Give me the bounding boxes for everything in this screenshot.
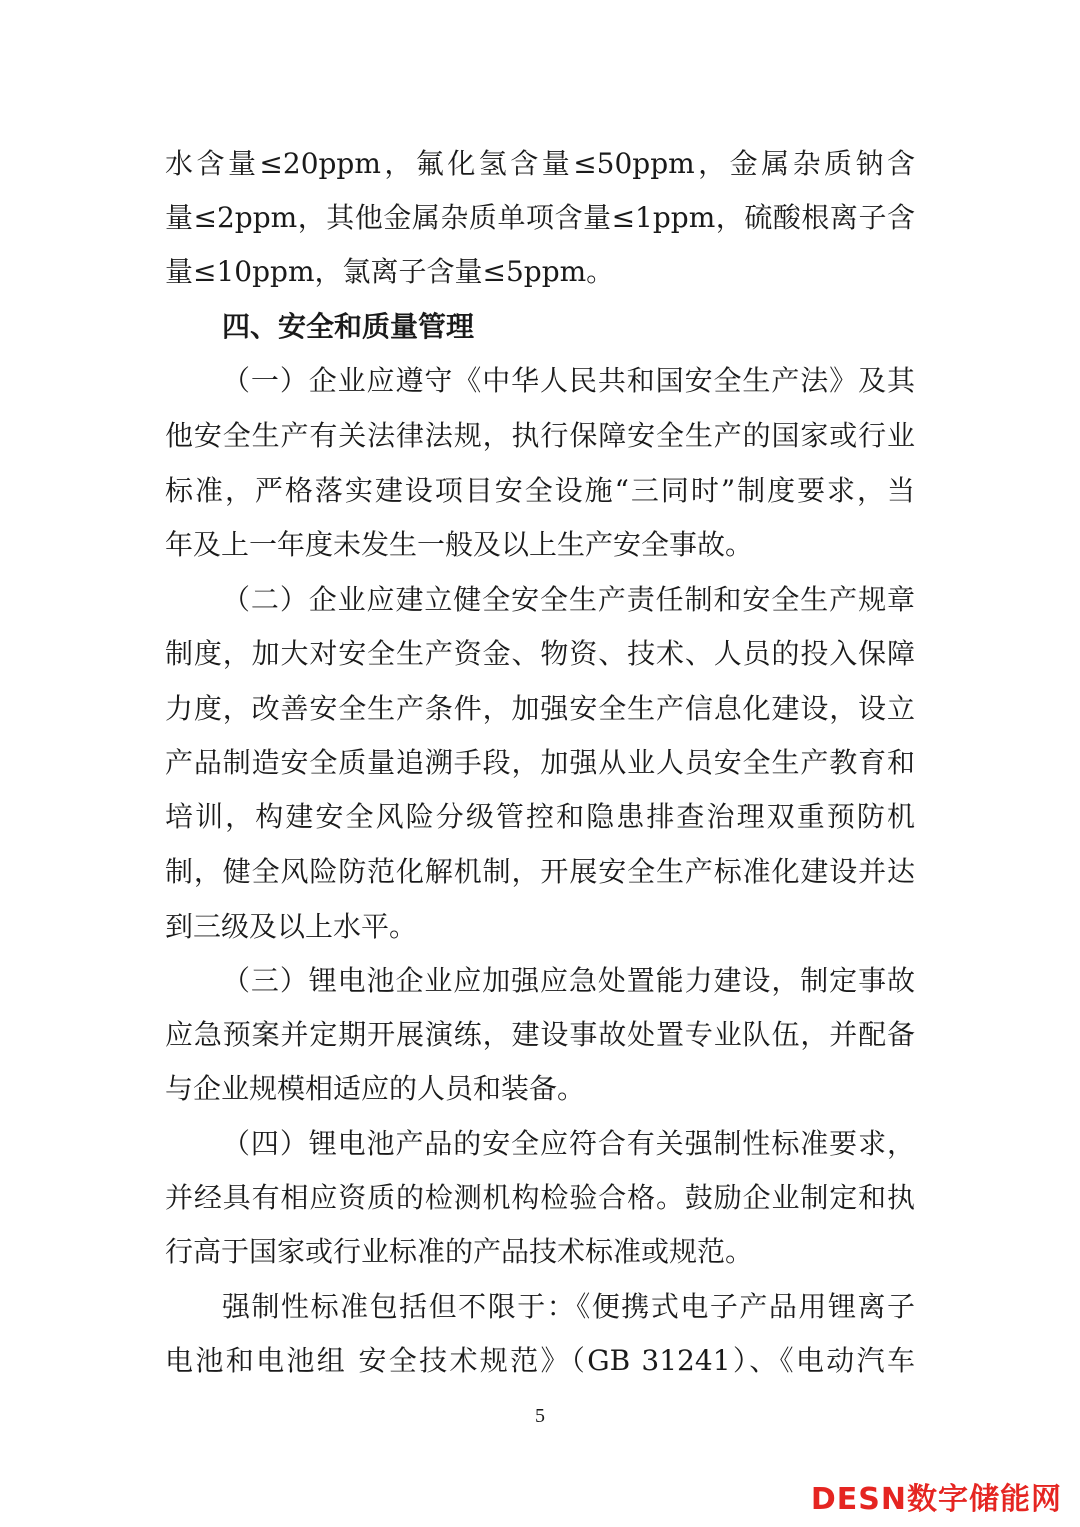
text-line: 电池和电池组 安全技术规范》（GB 31241）、《电动汽车	[165, 1344, 915, 1377]
text-line: 量≤2ppm，其他金属杂质单项含量≤1ppm，硫酸根离子含	[165, 201, 915, 234]
text-line: 年及上一年度未发生一般及以上生产安全事故。	[165, 528, 754, 561]
text-line: 强制性标准包括但不限于：《便携式电子产品用锂离子	[222, 1290, 915, 1323]
text-line: 培训，构建安全风险分级管控和隐患排查治理双重预防机	[165, 800, 915, 833]
text-line: 标准，严格落实建设项目安全设施“三同时”制度要求，当	[165, 474, 915, 507]
text-line: 制，健全风险防范化解机制，开展安全生产标准化建设并达	[165, 855, 915, 888]
text-line: 制度，加大对安全生产资金、物资、技术、人员的投入保障	[165, 637, 915, 670]
page-number: 5	[535, 1405, 545, 1427]
text-line: 水含量≤20ppm，氟化氢含量≤50ppm，金属杂质钠含	[165, 147, 915, 180]
text-line: 应急预案并定期开展演练，建设事故处置专业队伍，并配备	[165, 1018, 915, 1051]
text-line: 与企业规模相适应的人员和装备。	[165, 1072, 586, 1105]
section-heading: 四、安全和质量管理	[222, 310, 475, 343]
text-line: 并经具有相应资质的检测机构检验合格。鼓励企业制定和执	[165, 1181, 915, 1214]
text-line: 产品制造安全质量追溯手段，加强从业人员安全生产教育和	[165, 746, 915, 779]
watermark-logo: DESN数字储能网	[810, 1482, 1062, 1517]
text-line: 量≤10ppm，氯离子含量≤5ppm。	[165, 255, 615, 288]
text-line: 行高于国家或行业标准的产品技术标准或规范。	[165, 1235, 754, 1268]
text-line: 力度，改善安全生产条件，加强安全生产信息化建设，设立	[165, 692, 915, 725]
text-line: （四）锂电池产品的安全应符合有关强制性标准要求，	[222, 1127, 915, 1160]
text-line: （一）企业应遵守《中华人民共和国安全生产法》及其	[222, 364, 915, 397]
text-line: 他安全生产有关法律法规，执行保障安全生产的国家或行业	[165, 419, 915, 452]
text-line: （二）企业应建立健全安全生产责任制和安全生产规章	[222, 583, 915, 616]
text-line: 到三级及以上水平。	[165, 910, 418, 943]
text-line: （三）锂电池企业应加强应急处置能力建设，制定事故	[222, 964, 915, 997]
